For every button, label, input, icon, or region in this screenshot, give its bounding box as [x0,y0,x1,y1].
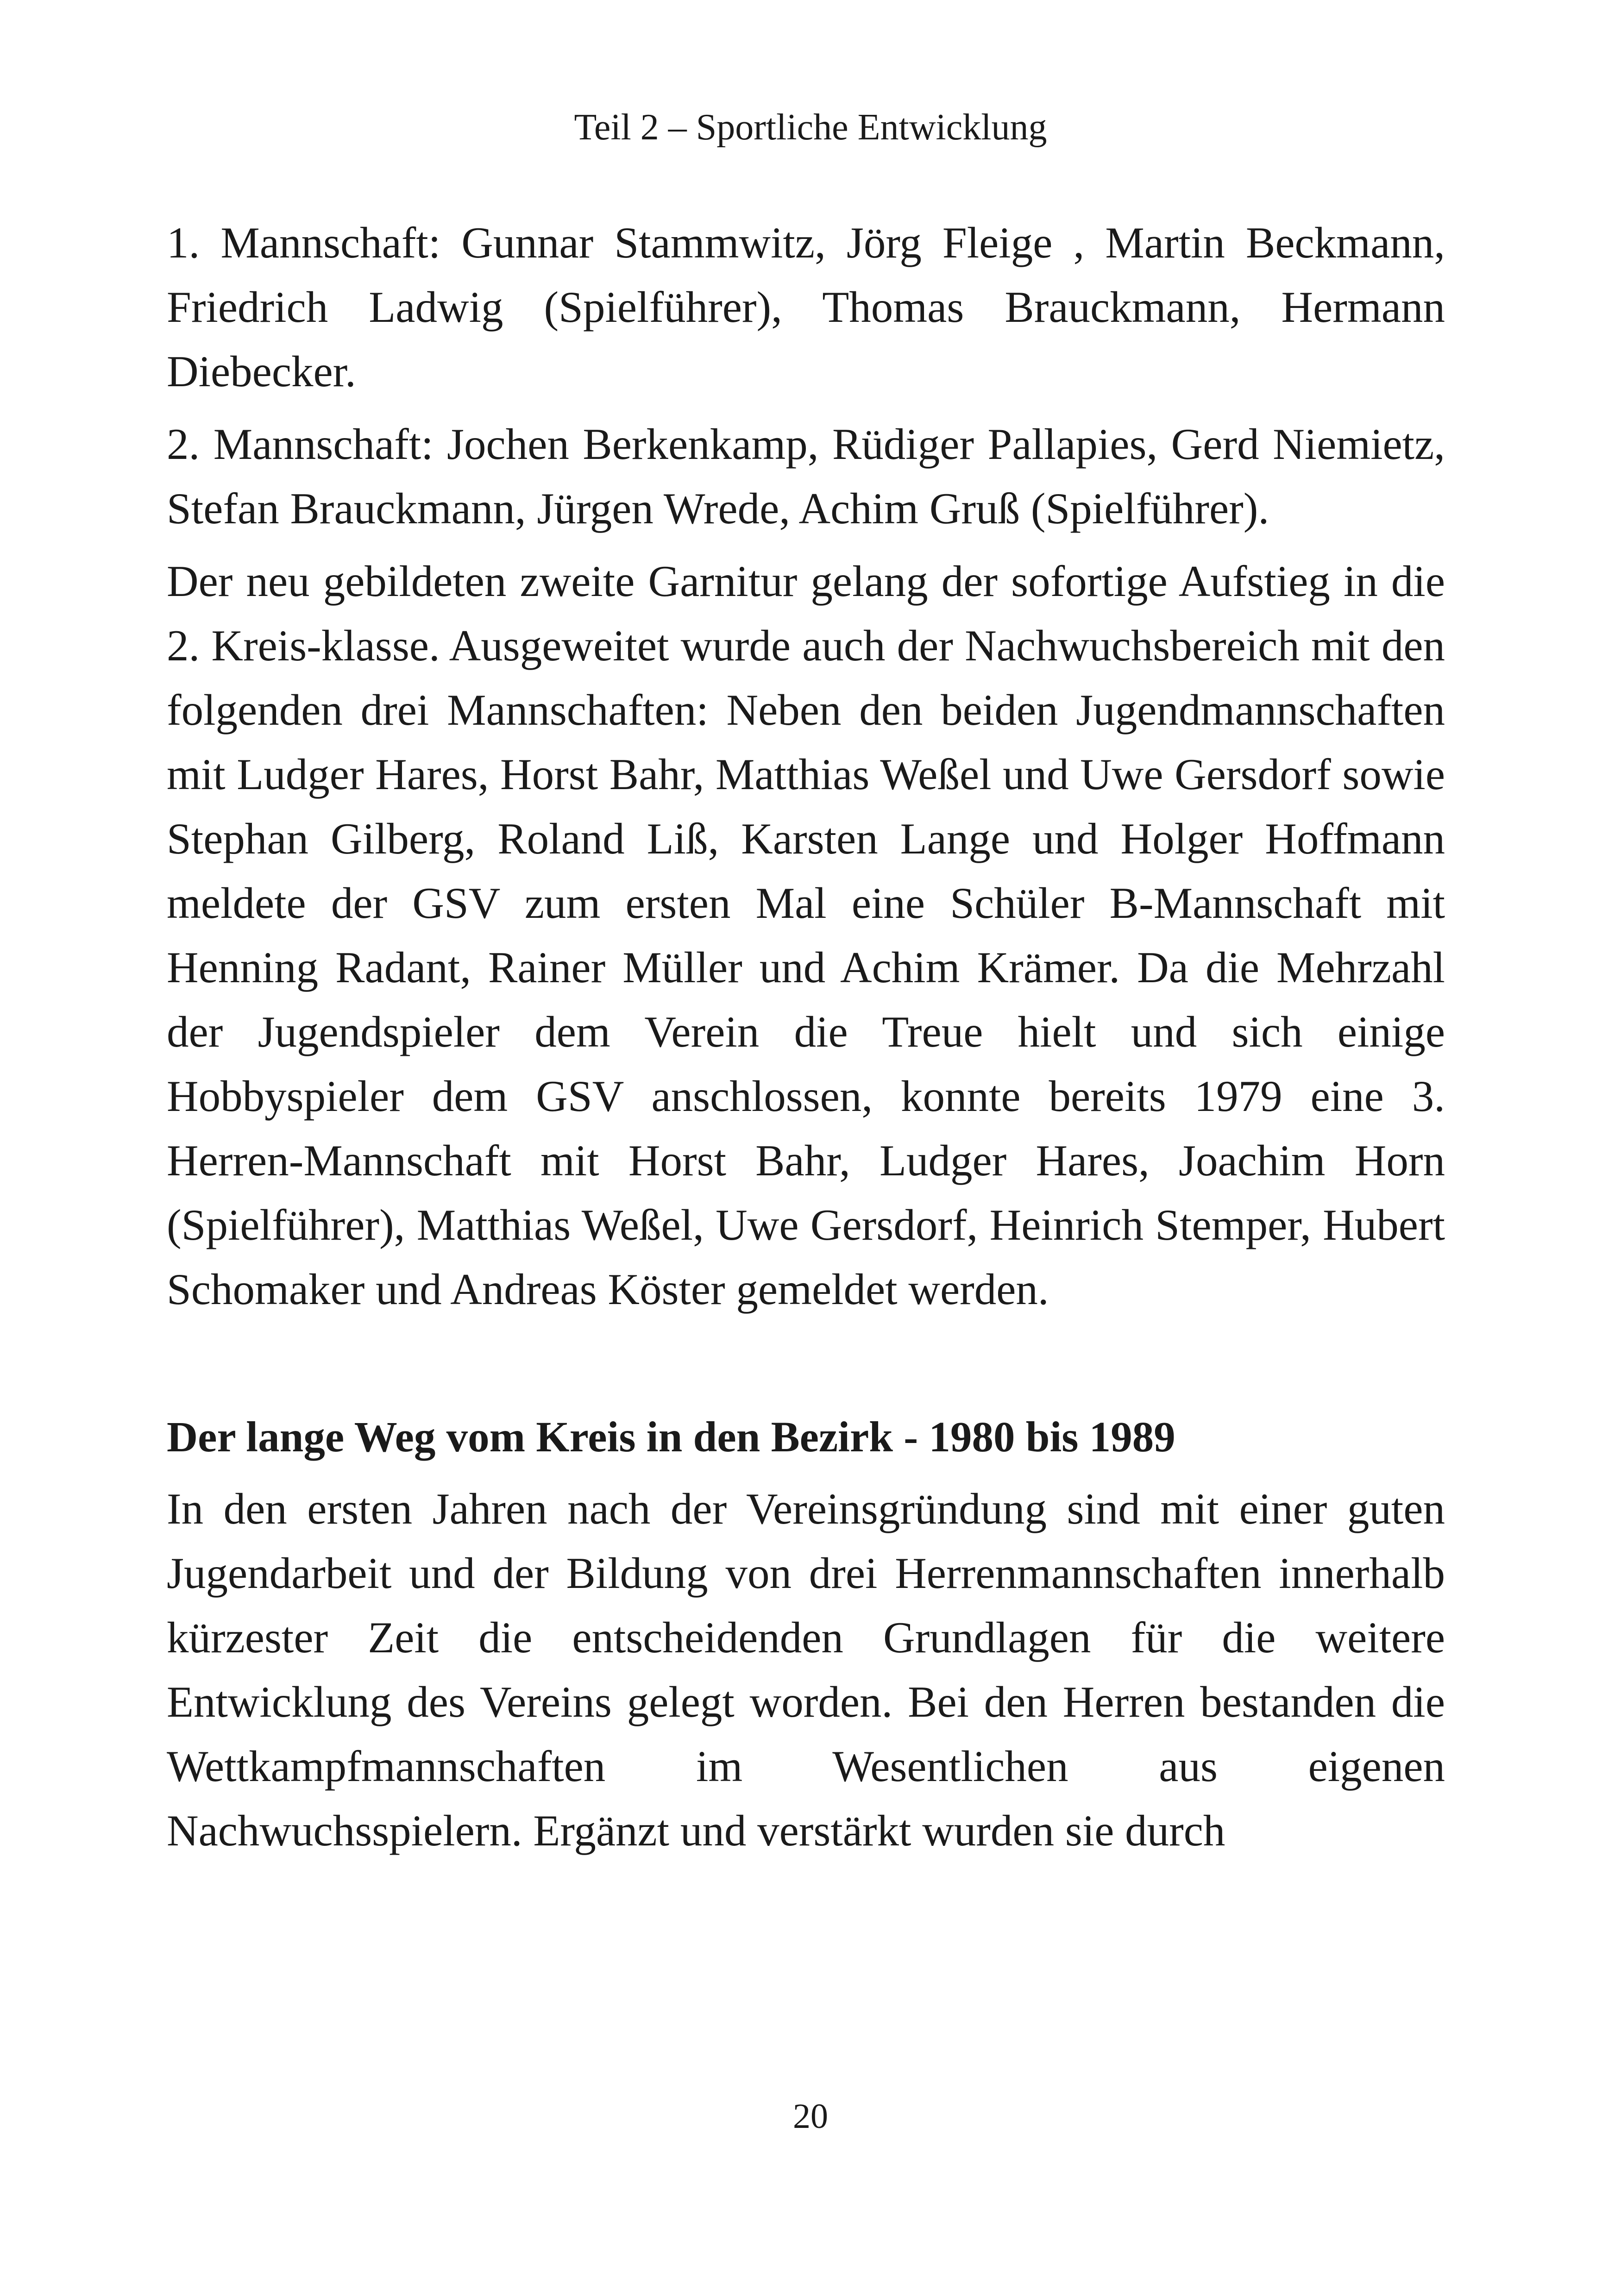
paragraph-second-team: 2. Mannschaft: Jochen Berkenkamp, Rüdiger Pallapies, Gerd Niemietz, Stefan Brauckmann, Jürgen Wrede, Achim Gruß (Spielführer). [167,420,1445,533]
running-header: Teil 2 – Sportliche Entwicklung [574,107,1047,148]
body-text [167,211,1445,1871]
paragraph-first-team: 1. Mannschaft: Gunnar Stammwitz, Jörg Fleige , Martin Beckmann, Friedrich Ladwig (Spielführer), Thomas Brauckmann, Hermann Diebecker. [167,218,1445,396]
section-heading: Der lange Weg vom Kreis in den Bezirk - 1980 bis 1989 [167,1413,1175,1461]
page-number: 20 [793,2097,828,2136]
paragraph-section-intro: In den ersten Jahren nach der Vereinsgründung sind mit einer guten Jugendarbeit und der Bildung von drei Herrenmannschaften innerhalb kürzester Zeit die entscheidenden Grundlagen für die weitere Entwicklung des Vereins gelegt worden. Bei den Herren bestanden die Wettkampfmannschaften im Wesentlichen aus eigenen Nachwuchsspielern. Ergänzt und verstärkt wurden sie durch [167,1484,1445,1855]
paragraph-youth-teams: Der neu gebildeten zweite Garnitur gelang der sofortige Aufstieg in die 2. Kreis-klasse. Ausgeweitet wurde auch der Nachwuchsbereich mit den folgenden drei Mannschaften: Neben den beiden Jugendmannschaften mit Ludger Hares, Horst Bahr, Matthias Weßel und Uwe Gersdorf sowie Stephan Gilberg, Roland Liß, Karsten Lange und Holger Hoffmann meldete der GSV zum ersten Mal eine Schüler B-Mannschaft mit Henning Radant, Rainer Müller und Achim Krämer. Da die Mehrzahl der Jugendspieler dem Verein die Treue hielt und sich einige Hobbyspieler dem GSV anschlossen, konnte bereits 1979 eine 3. Herren-Mannschaft mit Horst Bahr, Ludger Hares, Joachim Horn (Spielführer), Matthias Weßel, Uwe Gersdorf, Heinrich Stemper, Hubert Schomaker und Andreas Köster gemeldet werden. [167,557,1445,1314]
